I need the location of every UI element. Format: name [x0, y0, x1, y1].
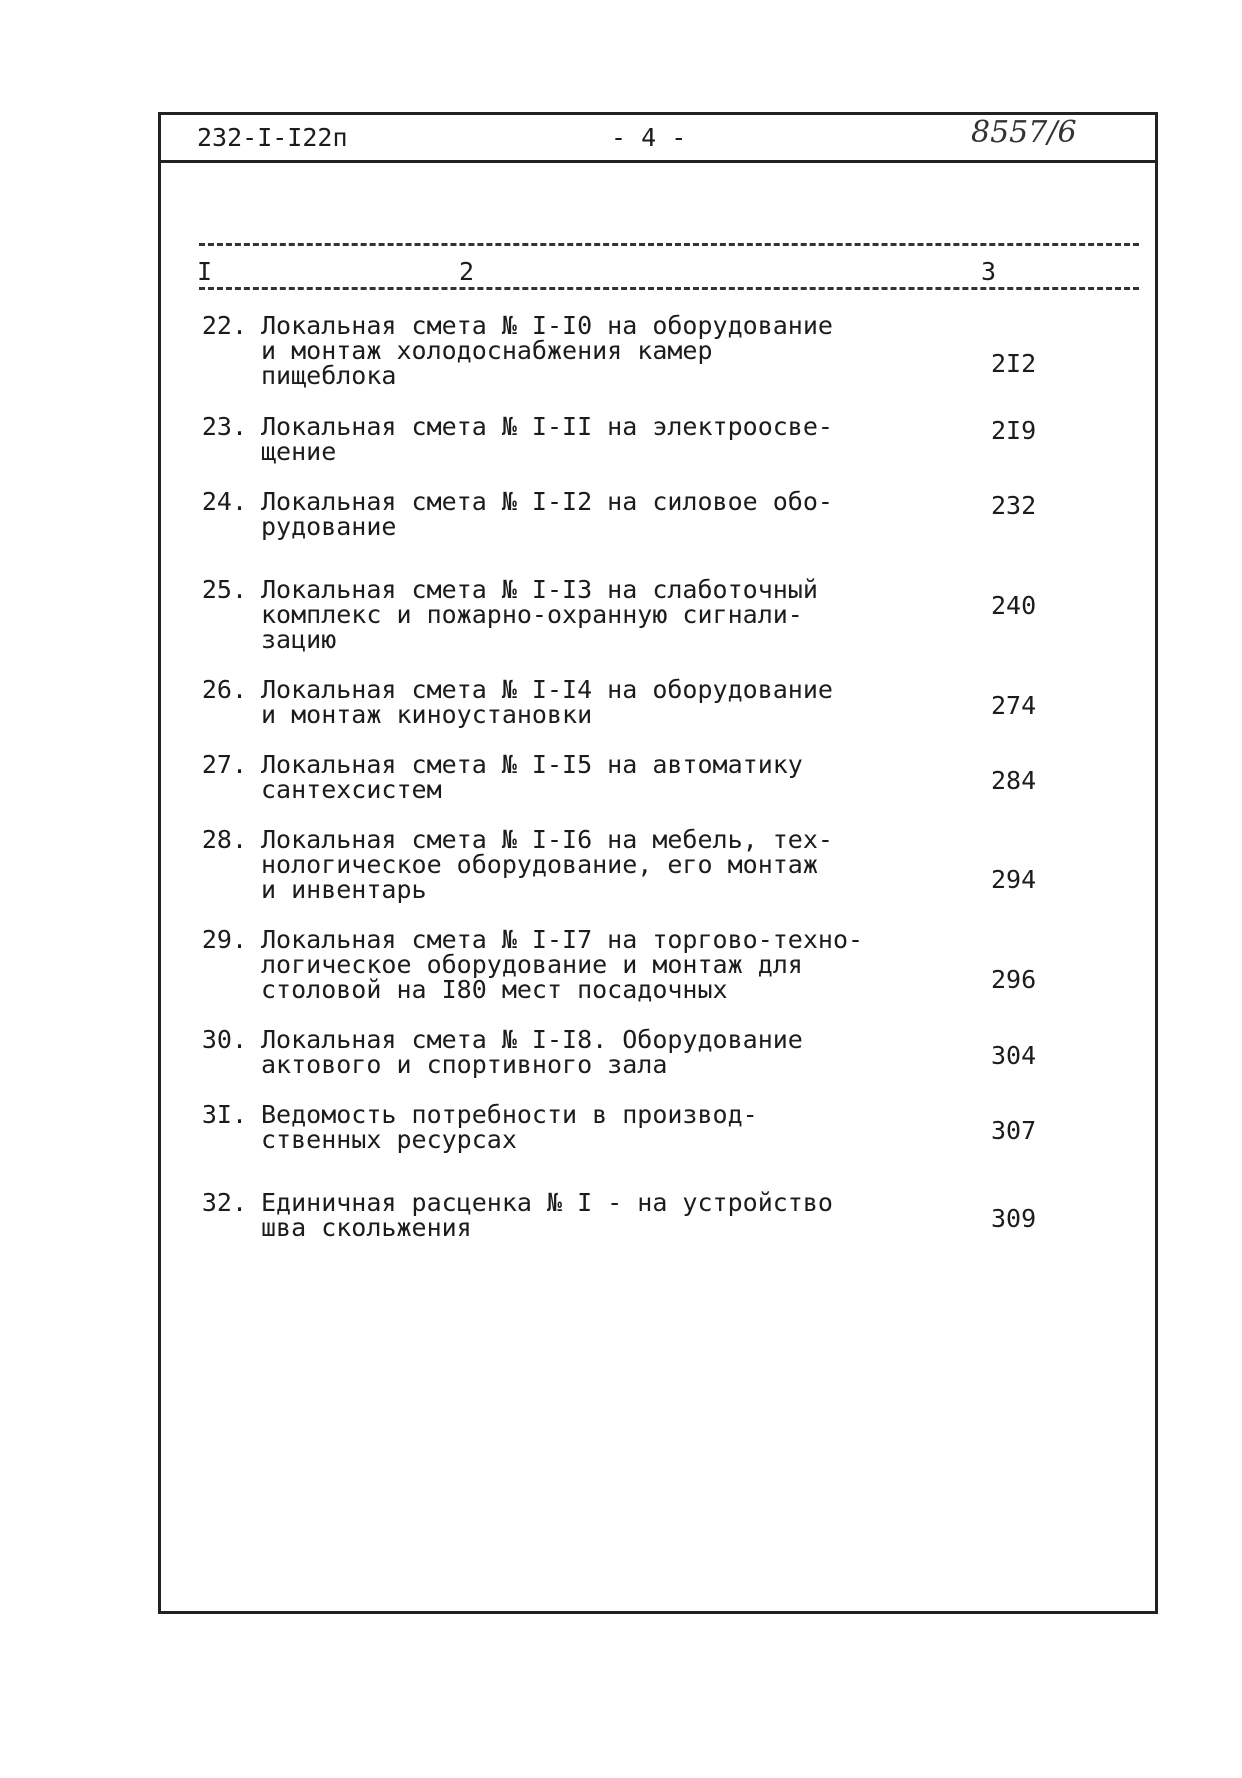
item-number: 23. — [201, 412, 247, 441]
item-number: 22. — [201, 311, 247, 340]
item-number: 32. — [201, 1188, 247, 1217]
item-title: Локальная смета № I-I4 на оборудование и монтаж киноустановки — [261, 675, 833, 729]
item-page: 232 — [991, 491, 1037, 520]
item-number: 26. — [201, 675, 247, 704]
item-number: 29. — [201, 925, 247, 954]
item-page: 284 — [991, 766, 1037, 795]
item-page: 2I2 — [991, 349, 1037, 378]
document-code: 232-I-I22п — [197, 123, 348, 152]
table-header-rule — [199, 287, 1139, 290]
item-number: 27. — [201, 750, 247, 779]
header-bar — [161, 115, 1155, 163]
item-page: 296 — [991, 965, 1037, 994]
item-page: 307 — [991, 1116, 1037, 1145]
column-2-header: 2 — [459, 257, 475, 286]
page-number: - 4 - — [611, 123, 687, 152]
item-page: 304 — [991, 1041, 1037, 1070]
item-title: Локальная смета № I-I5 на автоматику сантехсистем — [261, 750, 803, 804]
item-title: Локальная смета № I-I8. Оборудование актового и спортивного зала — [261, 1025, 803, 1079]
item-number: 24. — [201, 487, 247, 516]
item-title: Локальная смета № I-I0 на оборудование и монтаж холодоснабжения камер пищеблока — [261, 311, 833, 390]
item-title: Локальная смета № I-I2 на силовое обо- рудование — [261, 487, 833, 541]
column-3-header: 3 — [981, 257, 997, 286]
handwritten-note: 8557/6 — [971, 115, 1077, 150]
item-title: Локальная смета № I-II на электроосве- щение — [261, 412, 833, 466]
item-title: Локальная смета № I-I7 на торгово-техно- логическое оборудование и монтаж для столовой на I80 мест посадочных — [261, 925, 864, 1004]
document-frame — [158, 112, 1158, 1614]
item-title: Ведомость потребности в производ- ственных ресурсах — [261, 1100, 758, 1154]
item-page: 240 — [991, 591, 1037, 620]
item-number: 28. — [201, 825, 247, 854]
item-title: Локальная смета № I-I3 на слаботочный комплекс и пожарно-охранную сигнали- зацию — [261, 575, 818, 654]
item-title: Локальная смета № I-I6 на мебель, тех- нологическое оборудование, его монтаж и инвентарь — [261, 825, 833, 904]
table-top-rule — [199, 243, 1139, 246]
item-number: 3I. — [201, 1100, 247, 1129]
column-1-header: I — [197, 257, 213, 286]
item-number: 30. — [201, 1025, 247, 1054]
item-page: 274 — [991, 691, 1037, 720]
item-page: 309 — [991, 1204, 1037, 1233]
item-number: 25. — [201, 575, 247, 604]
item-page: 2I9 — [991, 416, 1037, 445]
item-title: Единичная расценка № I - на устройство шва скольжения — [261, 1188, 833, 1242]
item-page: 294 — [991, 865, 1037, 894]
